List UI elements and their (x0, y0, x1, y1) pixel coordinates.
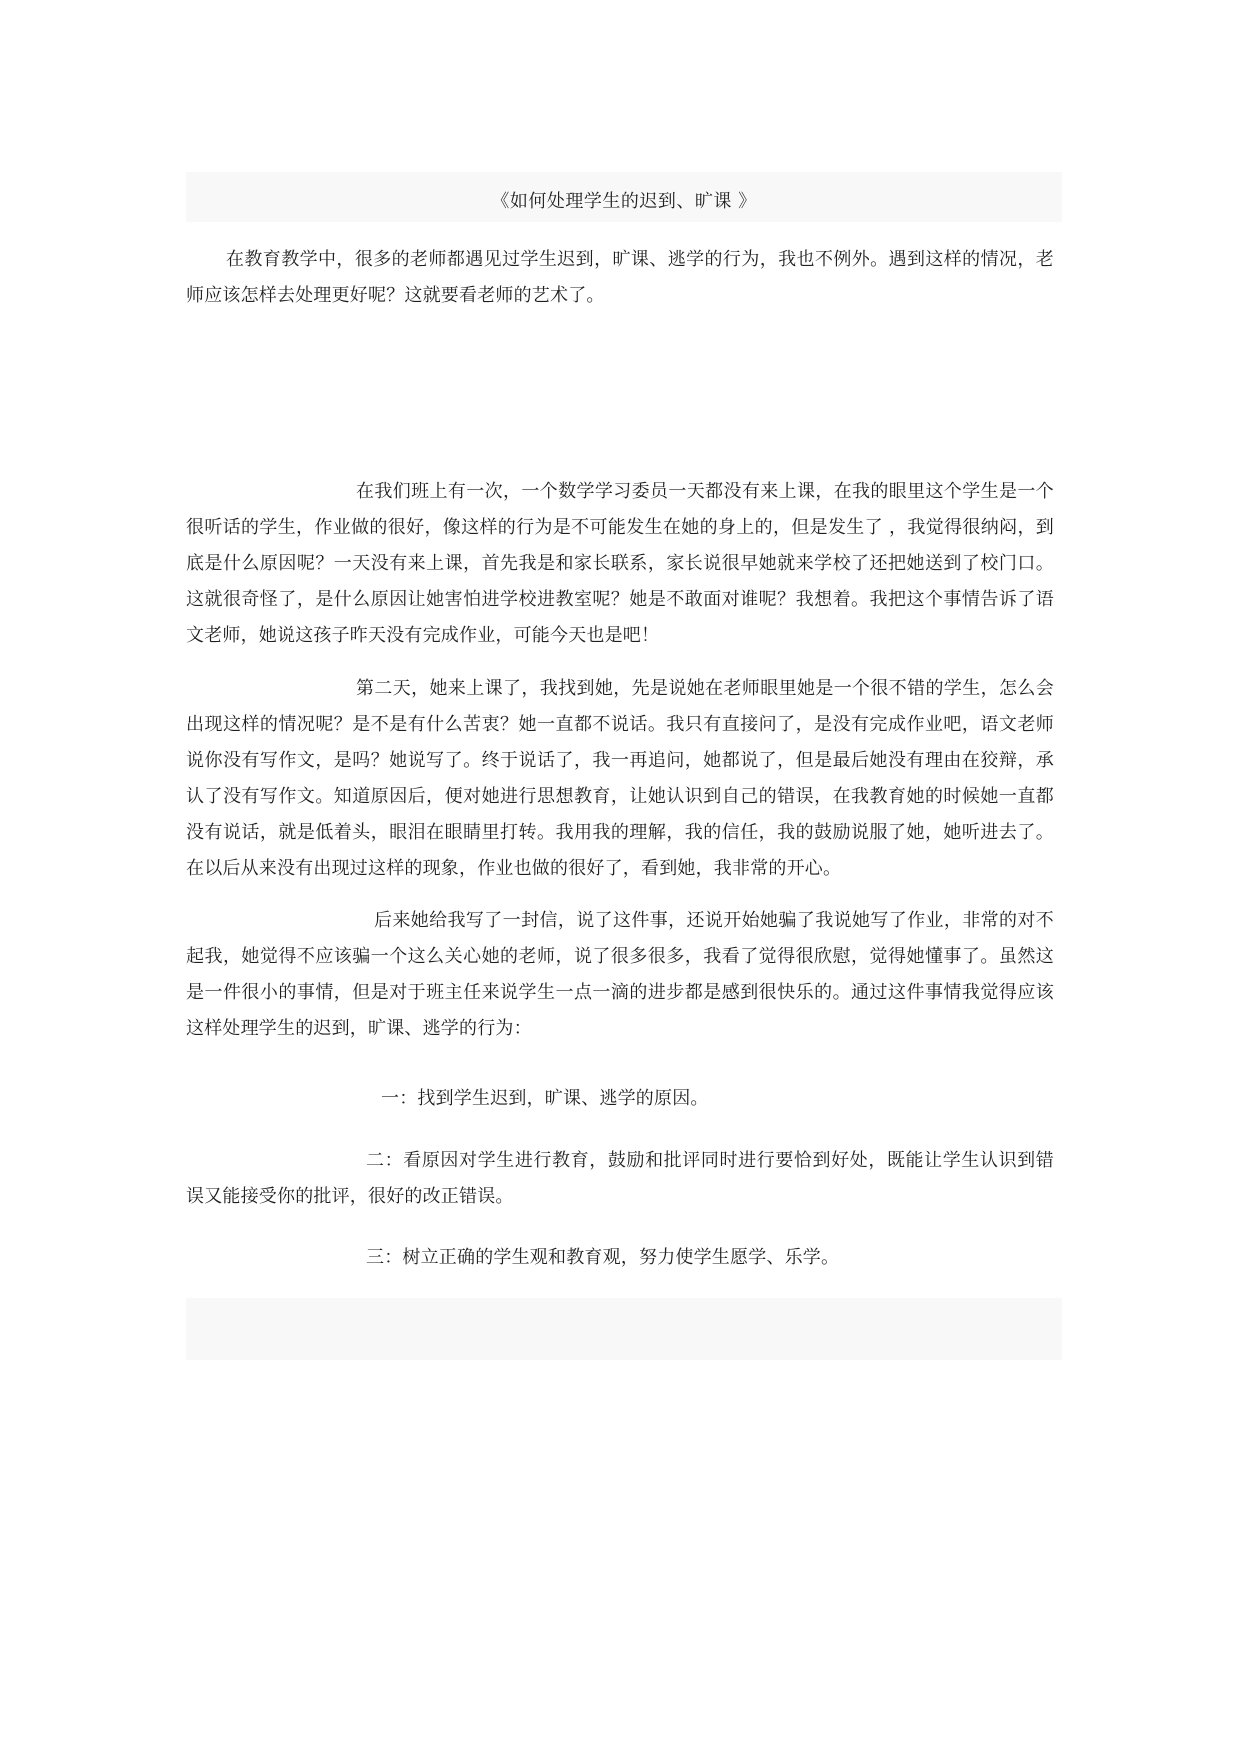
body-paragraph-2: 第二天，她来上课了，我找到她，先是说她在老师眼里她是一个很不错的学生，怎么会出现这样的情况呢？是不是有什么苦衷？她一直都不说话。我只有直接问了，是没有完成作业吧，语文老师说你没有写作文，是吗？她说写了。终于说话了，我一再追问，她都说了，但是最后她没有理由在狡辩，承认了没有写作文。知道原因后，便对她进行思想教育，让她认识到自己的错误，在我教育她的时候她一直都没有说话，就是低着头，眼泪在眼睛里打转。我用我的理解，我的信任，我的鼓励说服了她，她听进去了。在以后从来没有出现过这样的现象，作业也做的很好了，看到她，我非常的开心。 (186, 678, 1054, 879)
body-paragraph-1: 在我们班上有一次，一个数学学习委员一天都没有来上课，在我的眼里这个学生是一个很听话的学生，作业做的很好，像这样的行为是不可能发生在她的身上的，但是发生了 ，我觉得很纳闷，到底是什么原因呢？一天没有来上课，首先我是和家长联系，家长说很早她就来学校了还把她送到了校门口。这就很奇怪了，是什么原因让她害怕进学校进教室呢？她是不敢面对谁呢？我想着。我把这个事情告诉了语文老师，她说这孩子昨天没有完成作业，可能今天也是吧！ (186, 481, 1054, 646)
method-item-1: 一：找到学生迟到，旷课、逃学的原因。 (381, 1088, 709, 1109)
body-paragraph-3: 后来她给我写了一封信，说了这件事，还说开始她骗了我说她写了作业，非常的对不起我，她觉得不应该骗一个这么关心她的老师，说了很多很多，我看了觉得很欣慰，觉得她懂事了。虽然这是一件很小的事情，但是对于班主任来说学生一点一滴的进步都是感到很快乐的。通过这件事情我觉得应该这样处理学生的迟到，旷课、逃学的行为： (186, 910, 1054, 1039)
method-item-3: 三：树立正确的学生观和教育观，努力使学生愿学、乐学。 (366, 1247, 840, 1268)
footer-band (186, 1298, 1062, 1360)
intro-paragraph: 在教育教学中，很多的老师都遇见过学生迟到，旷课、逃学的行为，我也不例外。遇到这样的情况，老师应该怎样去处理更好呢？这就要看老师的艺术了。 (186, 249, 1054, 306)
document-title: 《如何处理学生的迟到、旷课 》 (491, 191, 757, 212)
method-item-2: 二：看原因对学生进行教育，鼓励和批评同时进行要恰到好处，既能让学生认识到错误又能接受你的批评，很好的改正错误。 (186, 1150, 1054, 1207)
